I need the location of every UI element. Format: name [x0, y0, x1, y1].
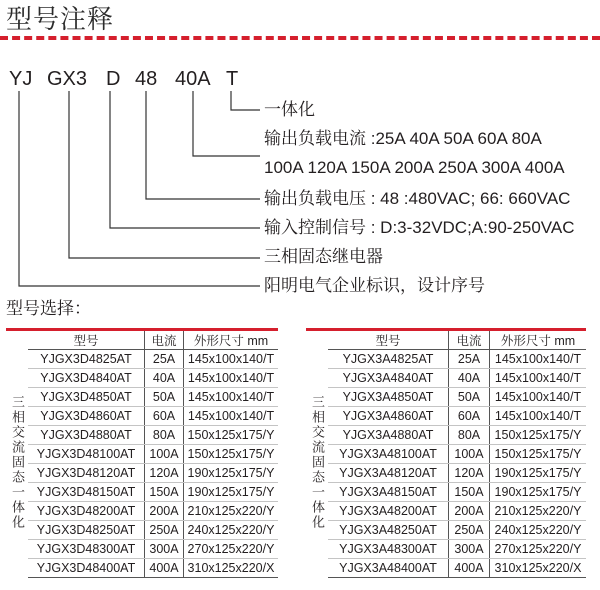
cell-dimensions: 145x100x140/T [184, 369, 279, 388]
table-row [6, 464, 278, 483]
segment-d: D [106, 68, 121, 90]
page-title: 型号注释 [6, 4, 115, 34]
cell-model: YJGX3A48150AT [328, 483, 449, 502]
spec-table-ac [306, 328, 586, 578]
cell-dimensions: 310x125x220/X [490, 559, 587, 578]
header-dimensions: 外形尺寸 mm [490, 330, 587, 350]
table-row [6, 483, 278, 502]
cell-model: YJGX3D4840AT [28, 369, 145, 388]
cell-dimensions: 150x125x175/Y [490, 426, 587, 445]
cell-current: 120A [449, 464, 490, 483]
cell-current: 400A [145, 559, 184, 578]
table-row [306, 464, 586, 483]
header-model: 型号 [328, 330, 449, 350]
cell-current: 200A [449, 502, 490, 521]
table-header-row [6, 330, 278, 350]
cell-dimensions: 150x125x175/Y [184, 426, 279, 445]
spec-table-dc [6, 328, 278, 578]
cell-dimensions: 190x125x175/Y [184, 483, 279, 502]
cell-current: 60A [145, 407, 184, 426]
cell-model: YJGX3A48250AT [328, 521, 449, 540]
cell-current: 40A [145, 369, 184, 388]
cell-model: YJGX3A48400AT [328, 559, 449, 578]
table-row [6, 426, 278, 445]
cell-model: YJGX3A48100AT [328, 445, 449, 464]
cell-current: 60A [449, 407, 490, 426]
table-row [306, 540, 586, 559]
cell-dimensions: 190x125x175/Y [490, 464, 587, 483]
table-row [6, 407, 278, 426]
cell-model: YJGX3D48100AT [28, 445, 145, 464]
table-row [306, 483, 586, 502]
cell-current: 80A [449, 426, 490, 445]
table-row [306, 388, 586, 407]
desc-load-current: 输出负载电流 :25A 40A 50A 60A 80A [264, 129, 542, 148]
cell-dimensions: 190x125x175/Y [184, 464, 279, 483]
table-row [306, 369, 586, 388]
table-row [306, 502, 586, 521]
cell-current: 300A [145, 540, 184, 559]
table-row [6, 350, 278, 369]
table-row [306, 445, 586, 464]
cell-dimensions: 145x100x140/T [490, 369, 587, 388]
desc-three-phase-ssr: 三相固态继电器 [264, 247, 383, 266]
cell-model: YJGX3A4850AT [328, 388, 449, 407]
cell-current: 250A [449, 521, 490, 540]
table-row [6, 369, 278, 388]
cell-model: YJGX3A4880AT [328, 426, 449, 445]
category-label: 三相交流固态一体化 [10, 394, 25, 530]
cell-model: YJGX3A48120AT [328, 464, 449, 483]
cell-model: YJGX3D4880AT [28, 426, 145, 445]
table-row [306, 426, 586, 445]
table-row [6, 521, 278, 540]
cell-current: 80A [145, 426, 184, 445]
desc-integrated: 一体化 [264, 100, 315, 119]
cell-dimensions: 150x125x175/Y [184, 445, 279, 464]
cell-dimensions: 270x125x220/Y [184, 540, 279, 559]
table-header-row [306, 330, 586, 350]
cell-dimensions: 145x100x140/T [490, 388, 587, 407]
table-row [6, 388, 278, 407]
cell-dimensions: 145x100x140/T [184, 388, 279, 407]
header-model: 型号 [28, 330, 145, 350]
cell-current: 40A [449, 369, 490, 388]
cell-current: 300A [449, 540, 490, 559]
table-row [6, 502, 278, 521]
cell-model: YJGX3D48300AT [28, 540, 145, 559]
cell-model: YJGX3D48400AT [28, 559, 145, 578]
cell-model: YJGX3D48150AT [28, 483, 145, 502]
cell-current: 25A [449, 350, 490, 369]
leader-line-d [110, 91, 260, 228]
segment-gx3: GX3 [47, 68, 88, 90]
side-header [6, 330, 28, 350]
table-row [306, 407, 586, 426]
table-side-cell [306, 350, 328, 578]
cell-dimensions: 190x125x175/Y [490, 483, 587, 502]
selection-title: 型号选择： [6, 299, 91, 318]
cell-current: 25A [145, 350, 184, 369]
cell-dimensions: 210x125x220/Y [490, 502, 587, 521]
table-row [306, 521, 586, 540]
desc-control-signal: 输入控制信号 : D:3-32VDC;A:90-250VAC [264, 218, 575, 237]
header-dimensions: 外形尺寸 mm [184, 330, 279, 350]
cell-model: YJGX3D4825AT [28, 350, 145, 369]
cell-model: YJGX3D4850AT [28, 388, 145, 407]
cell-dimensions: 145x100x140/T [184, 407, 279, 426]
cell-current: 100A [449, 445, 490, 464]
cell-dimensions: 240x125x220/Y [490, 521, 587, 540]
leader-line-48 [146, 91, 260, 199]
cell-dimensions: 210x125x220/Y [184, 502, 279, 521]
title-divider [0, 36, 600, 40]
cell-current: 120A [145, 464, 184, 483]
segment-40a: 40A [175, 68, 211, 90]
segment-t: T [226, 68, 239, 90]
cell-model: YJGX3A48200AT [328, 502, 449, 521]
cell-current: 50A [449, 388, 490, 407]
cell-current: 150A [145, 483, 184, 502]
table-row [306, 559, 586, 578]
cell-dimensions: 145x100x140/T [184, 350, 279, 369]
cell-current: 150A [449, 483, 490, 502]
segment-48: 48 [135, 68, 158, 90]
cell-current: 250A [145, 521, 184, 540]
side-header [306, 330, 328, 350]
segment-yj: YJ [9, 68, 33, 90]
cell-model: YJGX3D48250AT [28, 521, 145, 540]
leader-line-gx3 [69, 91, 260, 258]
cell-model: YJGX3D48120AT [28, 464, 145, 483]
cell-current: 50A [145, 388, 184, 407]
cell-model: YJGX3D4860AT [28, 407, 145, 426]
cell-dimensions: 310x125x220/X [184, 559, 279, 578]
table-row [306, 350, 586, 369]
cell-dimensions: 270x125x220/Y [490, 540, 587, 559]
desc-load-current-cont: 100A 120A 150A 200A 250A 300A 400A [264, 158, 565, 177]
cell-model: YJGX3A4840AT [328, 369, 449, 388]
table-row [6, 559, 278, 578]
cell-dimensions: 240x125x220/Y [184, 521, 279, 540]
leader-line-t [231, 91, 260, 110]
leader-line-yj [19, 91, 260, 286]
header-current: 电流 [145, 330, 184, 350]
desc-brand-serial: 阳明电气企业标识，设计序号 [264, 276, 485, 295]
category-label: 三相交流固态一体化 [310, 394, 325, 530]
leader-line-40a [193, 91, 260, 156]
desc-load-voltage: 输出负载电压 : 48 :480VAC; 66: 660VAC [264, 189, 571, 208]
table-side-cell [6, 350, 28, 578]
cell-dimensions: 145x100x140/T [490, 407, 587, 426]
cell-current: 400A [449, 559, 490, 578]
cell-current: 100A [145, 445, 184, 464]
table-row [6, 445, 278, 464]
cell-current: 200A [145, 502, 184, 521]
table-row [6, 540, 278, 559]
header-current: 电流 [449, 330, 490, 350]
cell-model: YJGX3A4860AT [328, 407, 449, 426]
cell-model: YJGX3A48300AT [328, 540, 449, 559]
cell-dimensions: 150x125x175/Y [490, 445, 587, 464]
cell-model: YJGX3D48200AT [28, 502, 145, 521]
cell-model: YJGX3A4825AT [328, 350, 449, 369]
cell-dimensions: 145x100x140/T [490, 350, 587, 369]
